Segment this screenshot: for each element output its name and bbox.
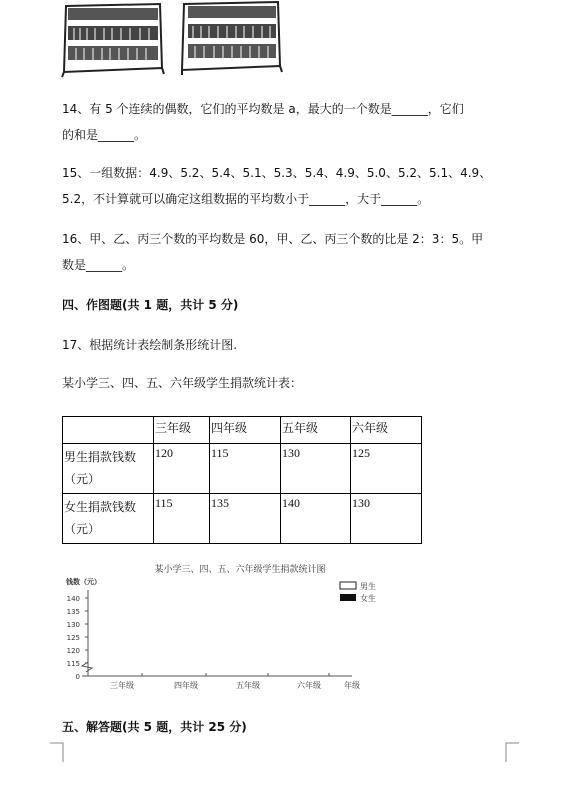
y-tick-label: 0 bbox=[75, 673, 80, 681]
y-tick-label: 140 bbox=[66, 595, 80, 603]
row-label-line-1: 女生捐款钱数 bbox=[64, 500, 137, 514]
legend-swatch-boys bbox=[340, 582, 356, 589]
table-header-cell: 六年级 bbox=[351, 417, 422, 444]
section-4-heading: 四、作图题(共 1 题，共计 5 分) bbox=[62, 298, 239, 312]
table-cell: 115 bbox=[210, 444, 281, 494]
legend-label-boys: 男生 bbox=[360, 582, 376, 591]
table-cell: 120 bbox=[154, 444, 210, 494]
blank-bar-chart bbox=[62, 558, 392, 696]
question-15-line-1: 15、一组数据：4.9、5.2、5.4、5.1、5.3、5.4、4.9、5.0、5.2、5.1、4.9、 bbox=[62, 166, 492, 180]
row-label-line-2: （元） bbox=[64, 472, 101, 486]
table-header-cell bbox=[63, 417, 154, 444]
legend-swatch-girls bbox=[340, 594, 356, 601]
table-cell: 135 bbox=[210, 494, 281, 544]
table-cell: 140 bbox=[281, 494, 351, 544]
chart-ylabel: 钱数（元） bbox=[66, 578, 101, 586]
table-header-cell: 五年级 bbox=[281, 417, 351, 444]
question-14-line-1: 14、有 5 个连续的偶数，它们的平均数是 a，最大的一个数是______，它们 bbox=[62, 102, 464, 116]
table-cell: 130 bbox=[281, 444, 351, 494]
y-tick-label: 130 bbox=[66, 621, 80, 629]
y-tick-label: 135 bbox=[66, 608, 80, 616]
table-row-label bbox=[63, 444, 154, 494]
table-cell: 115 bbox=[154, 494, 210, 544]
page-corner-mark-left bbox=[50, 742, 64, 762]
row-label-line-2: （元） bbox=[64, 522, 101, 536]
bookshelf-illustration-left bbox=[60, 0, 166, 78]
x-category-label: 四年级 bbox=[174, 681, 198, 690]
section-5-heading: 五、解答题(共 5 题，共计 25 分) bbox=[62, 720, 247, 734]
bookshelf-illustration-right bbox=[180, 0, 284, 76]
question-17: 17、根据统计表绘制条形统计图. bbox=[62, 338, 238, 352]
table-cell: 130 bbox=[351, 494, 422, 544]
y-tick-label: 125 bbox=[66, 634, 80, 642]
legend-label-girls: 女生 bbox=[360, 594, 376, 603]
table-row bbox=[63, 444, 422, 494]
question-15-line-2: 5.2，不计算就可以确定这组数据的平均数小于______，大于______。 bbox=[62, 192, 430, 206]
donation-table bbox=[62, 416, 422, 544]
question-16-line-1: 16、甲、乙、丙三个数的平均数是 60，甲、乙、丙三个数的比是 2：3：5。甲 bbox=[62, 232, 484, 246]
table-row bbox=[63, 494, 422, 544]
page-corner-mark-right bbox=[505, 742, 519, 762]
question-14-line-2: 的和是______。 bbox=[62, 128, 147, 142]
x-category-label: 五年级 bbox=[236, 681, 260, 690]
y-tick-label: 120 bbox=[66, 647, 80, 655]
question-16-line-2: 数是______。 bbox=[62, 258, 135, 272]
row-label-line-1: 男生捐款钱数 bbox=[64, 450, 137, 464]
x-category-label: 六年级 bbox=[297, 681, 321, 690]
y-ticks bbox=[67, 595, 88, 681]
table-row-label bbox=[63, 494, 154, 544]
chart-title: 某小学三、四、五、六年级学生捐款统计图 bbox=[154, 564, 326, 574]
x-category-label: 三年级 bbox=[110, 681, 134, 690]
table-cell: 125 bbox=[351, 444, 422, 494]
chart-xlabel: 年级 bbox=[344, 681, 360, 690]
table-header-row bbox=[63, 417, 422, 444]
table-header-cell: 三年级 bbox=[154, 417, 210, 444]
y-tick-label: 115 bbox=[66, 660, 80, 668]
table-title: 某小学三、四、五、六年级学生捐款统计表： bbox=[62, 376, 303, 390]
table-header-cell: 四年级 bbox=[210, 417, 281, 444]
